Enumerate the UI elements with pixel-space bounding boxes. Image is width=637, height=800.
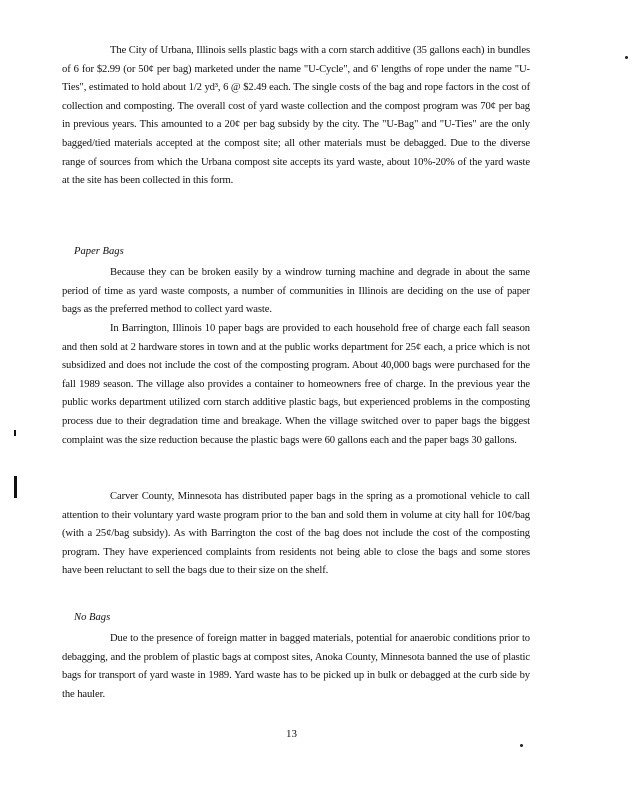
paper-bags-paragraph-3: Carver County, Minnesota has distributed paper bags in the spring as a promotional vehicle to call attention to their voluntary yard waste program prior to the ban and sold them in volume at city hall for 10¢/bag (with a 25¢/bag subsidy). As with Barrington the cost of the bag does not include the cost of the composting program. They have experienced complaints from residents not being able to close the bags and some stores have been reluctant to sell the bags due to their size on the shelf.: [62, 491, 530, 577]
scan-artifact-dot: [520, 744, 523, 747]
paper-bags-paragraph-1: Because they can be broken easily by a windrow turning machine and degrade in about the same period of time as yard waste composts, a number of communities in Illinois are deciding on the use of paper bags as the preferred method to collect yard waste.: [62, 267, 530, 316]
paper-bags-paragraph-2: In Barrington, Illinois 10 paper bags are provided to each household free of charge each fall season and then sold at 2 hardware stores in town and at the public works department for 25¢ each, a price which is not subsidized and does not include the cost of the composting program. About 40,000 bags were purchased for the fall 1989 season. The village also provides a container to homeowners free of charge. In the previous year the public works department utilized corn starch additive plastic bags, but experienced problems in the composting process due to their degradation time and breakage. When the village switched over to paper bags the biggest complaint was the size reduction because the plastic bags were 60 gallons each and the paper bags 30 gallons.: [62, 323, 530, 446]
scan-artifact-dot: [625, 56, 628, 59]
scan-artifact-mark: [14, 476, 17, 498]
scan-artifact-mark: [14, 430, 16, 436]
intro-paragraph: The City of Urbana, Illinois sells plastic bags with a corn starch additive (35 gallons each) in bundles of 6 for $2.99 (or 50¢ per bag) marketed under the name "U-Cycle", and 6' lengths of rope under the name "U-Ties", estimated to hold about 1/2 yd³, 6 @ $2.49 each. The single costs of the bag and rope factors in the cost of collection and composting. The overall cost of yard waste collection and the compost program was 70¢ per bag in previous years. This amounted to a 20¢ per bag subsidy by the city. The "U-Bag" and "U-Ties" are the only bagged/tied materials accepted at the compost site; all other materials must be debagged. Due to the diverse range of sources from which the Urbana compost site accepts its yard waste, about 10%-20% of the yard waste at the site has been collected in this form.: [62, 45, 530, 187]
no-bags-heading: No Bags: [74, 612, 111, 623]
no-bags-paragraph: Due to the presence of foreign matter in bagged materials, potential for anaerobic conditions prior to debagging, and the problem of plastic bags at compost sites, Anoka County, Minnesota banned the use of plastic bags for transport of yard waste in 1989. Yard waste has to be picked up in bulk or debagged at the curb side by the hauler.: [62, 633, 530, 700]
page-number: 13: [286, 728, 297, 740]
paper-bags-heading: Paper Bags: [74, 246, 124, 257]
